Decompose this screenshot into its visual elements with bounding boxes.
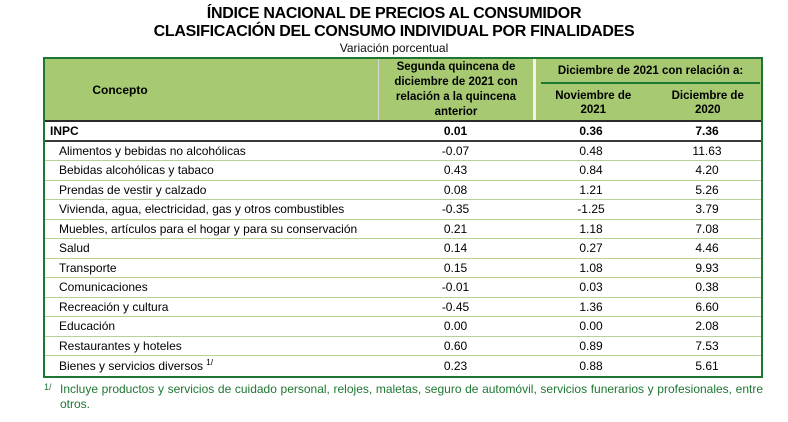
page-title-line2: CLASIFICACIÓN DEL CONSUMO INDIVIDUAL POR FINALIDADES — [153, 23, 635, 40]
sub-headers — [536, 84, 765, 120]
value-cell: 7.08 — [695, 221, 719, 236]
value-cell: 9.93 — [695, 260, 719, 275]
value-cell: 11.63 — [692, 143, 722, 158]
footnote-reference: 1/ — [206, 356, 214, 367]
footnote-marker: 1/ — [44, 381, 52, 392]
value-cell: -0.45 — [441, 299, 470, 314]
concept-label: INPC — [50, 123, 79, 138]
value-cell: 4.46 — [695, 241, 719, 256]
table-row — [45, 161, 761, 181]
value-cell: -0.35 — [441, 202, 470, 217]
concept-label: Recreación y cultura — [59, 299, 169, 314]
value-cell: 7.36 — [695, 123, 719, 138]
table-row — [45, 122, 761, 142]
inpc-table — [43, 57, 763, 378]
footnote-text: Incluye productos y servicios de cuidado personal, relojes, maletas, seguro de automóvil, servicios funerarios y profesionales, entre otros. — [60, 381, 763, 411]
value-cell: 0.21 — [443, 221, 468, 236]
value-cell: 1.36 — [579, 299, 603, 314]
table-row — [45, 298, 761, 318]
value-cell: 0.89 — [579, 338, 603, 353]
value-cell: 5.61 — [695, 358, 719, 373]
table-row — [45, 200, 761, 220]
col-header-concepto — [45, 59, 378, 120]
value-cell: 0.23 — [443, 358, 468, 373]
col-header-group — [533, 59, 765, 120]
value-cell: 0.84 — [579, 163, 603, 178]
value-cell: 0.38 — [695, 280, 719, 295]
value-cell: 7.53 — [695, 338, 719, 353]
value-cell: 3.79 — [695, 202, 719, 217]
concept-label: Educación — [59, 319, 116, 334]
value-cell: 6.60 — [695, 299, 719, 314]
table-row — [45, 356, 761, 376]
col-header-concepto-label: Concepto — [92, 82, 148, 97]
value-cell: 0.14 — [443, 241, 468, 256]
col-header-quincena — [378, 59, 533, 120]
col-header-noviembre — [536, 84, 651, 120]
concept-label: Transporte — [59, 260, 117, 275]
table-header-row — [45, 59, 761, 122]
value-cell: 2.08 — [695, 319, 719, 334]
value-cell: -0.01 — [441, 280, 470, 295]
value-cell: 0.48 — [579, 143, 603, 158]
value-cell: 0.36 — [579, 123, 603, 138]
value-cell: -1.25 — [577, 202, 605, 217]
concept-label: Muebles, artículos para el hogar y para su conservación — [59, 221, 358, 236]
table-row — [45, 142, 761, 162]
concept-label: Vivienda, agua, electricidad, gas y otros combustibles — [59, 202, 345, 217]
concept-label: Prendas de vestir y calzado — [59, 182, 207, 197]
concept-label: Alimentos y bebidas no alcohólicas — [59, 143, 246, 158]
value-cell: 0.00 — [579, 319, 603, 334]
footnote — [43, 382, 763, 412]
table-row — [45, 278, 761, 298]
value-cell: 0.15 — [443, 260, 468, 275]
value-cell: 0.60 — [443, 338, 468, 353]
value-cell: 1.18 — [579, 221, 603, 236]
col-header-noviembre-label: Noviembre de 2021 — [555, 90, 632, 116]
table-row — [45, 220, 761, 240]
title-block — [0, 0, 788, 56]
page-title-line1: ÍNDICE NACIONAL DE PRECIOS AL CONSUMIDOR — [206, 5, 582, 22]
value-cell: 0.03 — [579, 280, 603, 295]
value-cell: 0.01 — [443, 123, 468, 138]
table-row — [45, 259, 761, 279]
col-header-quincena-label: Segunda quincena de diciembre de 2021 con relación a la quincena anterior — [394, 60, 518, 118]
table-row — [45, 239, 761, 259]
concept-label: Comunicaciones — [59, 280, 148, 295]
value-cell: 5.26 — [695, 182, 719, 197]
value-cell: 0.88 — [579, 358, 603, 373]
col-header-diciembre-label: Diciembre de 2020 — [671, 90, 744, 116]
value-cell: 0.00 — [443, 319, 468, 334]
col-header-group-label: Diciembre de 2021 con relación a: — [557, 64, 744, 77]
table-row — [45, 317, 761, 337]
table-body — [45, 122, 761, 376]
variation-subtitle: Variación porcentual — [339, 41, 449, 55]
concept-label: Bebidas alcohólicas y tabaco — [59, 163, 214, 178]
value-cell: 0.27 — [579, 241, 603, 256]
table-row — [45, 181, 761, 201]
concept-label: Bienes y servicios diversos 1/ — [59, 356, 214, 373]
value-cell: 0.08 — [443, 182, 468, 197]
value-cell: 1.21 — [579, 182, 603, 197]
value-cell: 1.08 — [579, 260, 603, 275]
value-cell: 4.20 — [695, 163, 719, 178]
concept-label: Restaurantes y hoteles — [59, 338, 182, 353]
col-header-diciembre — [651, 84, 766, 120]
concept-label: Salud — [59, 241, 90, 256]
table-row — [45, 337, 761, 357]
value-cell: -0.07 — [441, 143, 470, 158]
value-cell: 0.43 — [443, 163, 468, 178]
